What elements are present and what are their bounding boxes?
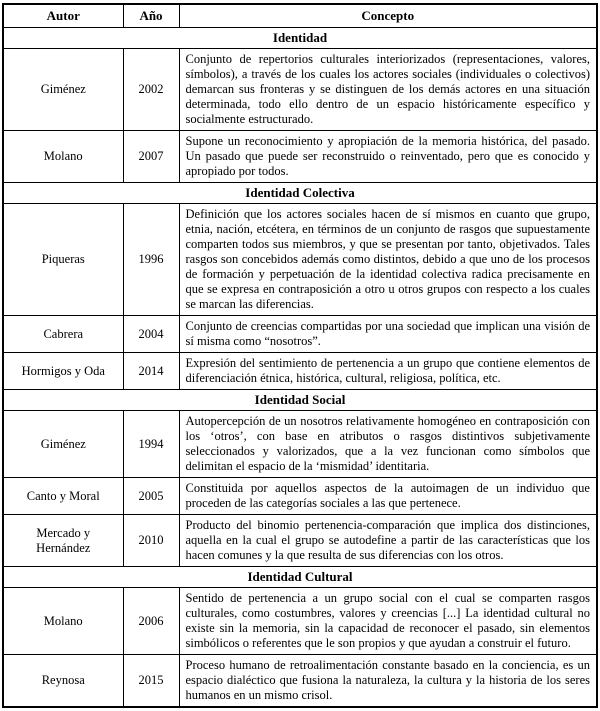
section-header-identidad-colectiva <box>3 183 597 204</box>
concept-cell: Conjunto de creencias compartidas por una sociedad que implican una visión de sí misma como “nosotros”. <box>179 316 597 353</box>
section-header-identidad-social <box>3 390 597 411</box>
table-row <box>3 204 597 316</box>
author-cell: Hormigos y Oda <box>3 353 123 390</box>
year-cell: 2010 <box>123 515 179 567</box>
concept-cell: Conjunto de repertorios culturales interiorizados (representaciones, valores, símbolos), a través de los cuales los actores sociales (individuales o colectivos) demarcan sus fronteras y se distinguen de los demás actores en una situación determinada, todo ello dentro de un espacio históricamente específico y socialmente estructurado. <box>179 49 597 131</box>
table-row <box>3 478 597 515</box>
table-row <box>3 49 597 131</box>
table-row <box>3 655 597 708</box>
section-title: Identidad Cultural <box>3 567 597 588</box>
concept-cell: Producto del binomio pertenencia-comparación que implica dos distinciones, aquella en la cual el grupo se autodefine a partir de las características que los hacen comunes y la que resulta de sus diferencias con los otros. <box>179 515 597 567</box>
concept-cell: Proceso humano de retroalimentación constante basado en la conciencia, es un espacio dialéctico que fusiona la naturaleza, la cultura y la historia de los seres humanos en un mismo crisol. <box>179 655 597 708</box>
year-cell: 2014 <box>123 353 179 390</box>
table-row <box>3 515 597 567</box>
year-cell: 2002 <box>123 49 179 131</box>
author-cell: Canto y Moral <box>3 478 123 515</box>
table-header-row <box>3 4 597 28</box>
table-row <box>3 411 597 478</box>
concept-cell: Sentido de pertenencia a un grupo social con el cual se comparten rasgos culturales, como costumbres, valores y creencias [...] La identidad cultural no existe sin la memoria, sin la capacidad de reconocer el pasado, sin elementos simbólicos o referentes que le son propios y que ayudan a construir el futuro. <box>179 588 597 655</box>
author-cell: Molano <box>3 131 123 183</box>
author-cell: Piqueras <box>3 204 123 316</box>
table-row <box>3 353 597 390</box>
author-cell: Cabrera <box>3 316 123 353</box>
section-header-identidad-cultural <box>3 567 597 588</box>
author-cell: Mercado y Hernández <box>3 515 123 567</box>
author-cell: Giménez <box>3 411 123 478</box>
year-cell: 2007 <box>123 131 179 183</box>
year-cell: 1996 <box>123 204 179 316</box>
concept-cell: Constituida por aquellos aspectos de la autoimagen de un individuo que proceden de las categorías sociales a las que pertenece. <box>179 478 597 515</box>
section-title: Identidad Social <box>3 390 597 411</box>
identity-concepts-table <box>2 3 598 708</box>
concept-cell: Expresión del sentimiento de pertenencia a un grupo que contiene elementos de diferenciación étnica, histórica, cultural, religiosa, política, etc. <box>179 353 597 390</box>
year-cell: 1994 <box>123 411 179 478</box>
concept-cell: Definición que los actores sociales hacen de sí mismos en cuanto que grupo, etnia, nación, etcétera, en términos de un conjunto de rasgos que supuestamente comparten todos sus miembros, y que se presentan por tanto, objetivados. Tales rasgos son concebidos además como distintos, debido a que uno de los procesos de formación y perpetuación de la identidad colectiva radica precisamente en que se expresa en contraposición a otro u otros grupos con respecto a los cuales se marcan las diferencias. <box>179 204 597 316</box>
year-cell: 2004 <box>123 316 179 353</box>
table-row <box>3 131 597 183</box>
table-row <box>3 316 597 353</box>
author-cell: Reynosa <box>3 655 123 708</box>
section-title: Identidad Colectiva <box>3 183 597 204</box>
header-anio: Año <box>123 4 179 28</box>
author-cell: Molano <box>3 588 123 655</box>
year-cell: 2005 <box>123 478 179 515</box>
header-autor: Autor <box>3 4 123 28</box>
year-cell: 2006 <box>123 588 179 655</box>
section-title: Identidad <box>3 28 597 49</box>
section-header-identidad <box>3 28 597 49</box>
concept-cell: Supone un reconocimiento y apropiación de la memoria histórica, del pasado. Un pasado que puede ser reconstruido o reinventado, pero que es conocido y apropiado por todos. <box>179 131 597 183</box>
concept-cell: Autopercepción de un nosotros relativamente homogéneo en contraposición con los ‘otros’, con base en atributos o rasgos distintivos subjetivamente seleccionados y valorizados, que a la vez funcionan como símbolos que delimitan el espacio de la ‘mismidad’ identitaria. <box>179 411 597 478</box>
author-cell: Giménez <box>3 49 123 131</box>
year-cell: 2015 <box>123 655 179 708</box>
table-row <box>3 588 597 655</box>
header-concepto: Concepto <box>179 4 597 28</box>
